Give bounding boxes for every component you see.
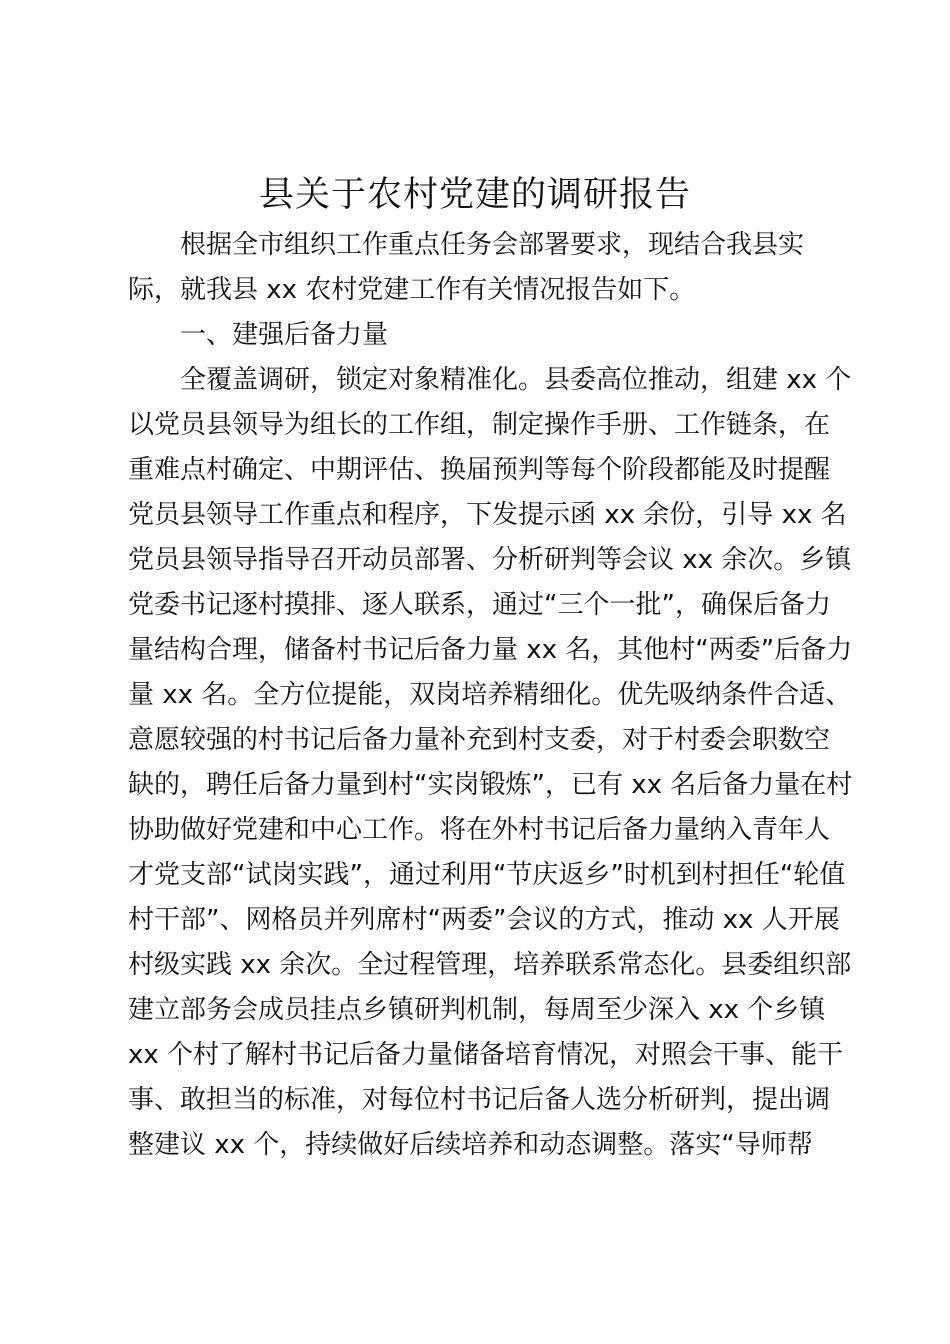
body-line-17: 村级实践 xx 余次。全过程管理，培养联系常态化。县委组织部	[128, 950, 852, 980]
body-line-12: 意愿较强的村书记后备力量补充到村支委，对于村委会职数空	[128, 725, 831, 755]
body-line-13: 缺的，聘任后备力量到村“实岗锻炼”，已有 xx 名后备力量在村	[128, 770, 853, 800]
body-line-14: 协助做好党建和中心工作。将在外村书记后备力量纳入青年人	[128, 815, 831, 845]
body-line-8: 党员县领导指导召开动员部署、分析研判等会议 xx 余次。乡镇	[128, 545, 852, 575]
body-line-18: 建立部务会成员挂点乡镇研判机制，每周至少深入 xx 个乡镇	[128, 995, 826, 1025]
body-line-6: 重难点村确定、中期评估、换届预判等每个阶段都能及时提醒	[128, 455, 831, 485]
document-title: 县关于农村党建的调研报告	[258, 175, 691, 215]
body-line-10: 量结构合理，储备村书记后备力量 xx 名，其他村“两委”后备力	[128, 635, 853, 665]
body-line-16: 村干部”、网格员并列席村“两委”会议的方式，推动 xx 人开展	[128, 905, 840, 935]
body-line-1: 根据全市组织工作重点任务会部署要求，现结合我县实	[180, 230, 805, 260]
body-line-9: 党委书记逐村摸排、逐人联系，通过“三个一批”，确保后备力	[128, 590, 831, 620]
body-line-5: 以党员县领导为组长的工作组，制定操作手册、工作链条，在	[128, 410, 831, 440]
body-line-15: 才党支部“试岗实践”，通过利用“节庆返乡”时机到村担任“轮值	[128, 860, 846, 890]
body-line-21: 整建议 xx 个，持续做好后续培养和动态调整。落实“导师帮	[128, 1130, 813, 1160]
body-line-11: 量 xx 名。全方位提能，双岗培养精细化。优先吸纳条件合适、	[128, 680, 852, 710]
section-heading-1: 一、建强后备力量	[180, 320, 389, 350]
body-line-4: 全覆盖调研，锁定对象精准化。县委高位推动，组建 xx 个	[180, 365, 852, 395]
body-line-19: xx 个村了解村书记后备力量储备培育情况，对照会干事、能干	[128, 1040, 844, 1070]
body-line-2: 际，就我县 xx 农村党建工作有关情况报告如下。	[128, 275, 696, 305]
body-line-20: 事、敢担当的标准，对每位村书记后备人选分析研判，提出调	[128, 1085, 831, 1115]
body-line-7: 党员县领导工作重点和程序，下发提示函 xx 余份，引导 xx 名	[128, 500, 847, 530]
